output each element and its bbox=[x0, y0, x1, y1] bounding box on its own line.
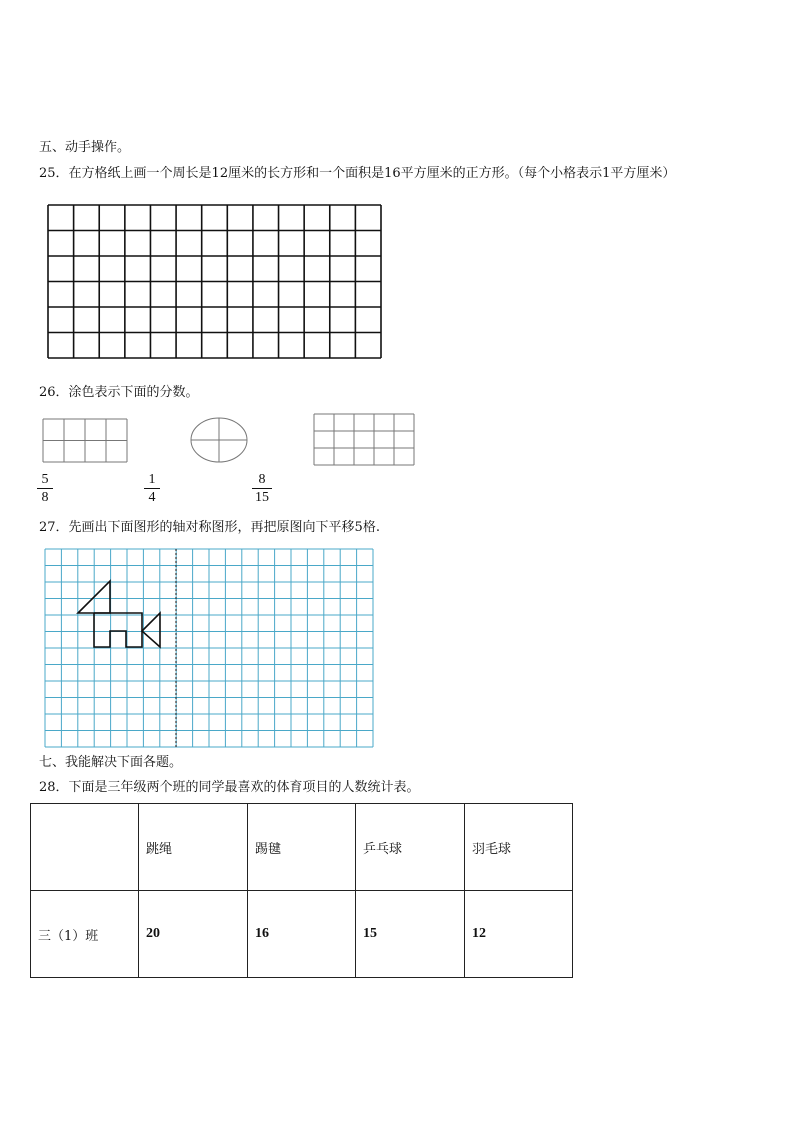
table-cell: 20 bbox=[139, 891, 248, 978]
table-cell: 16 bbox=[248, 891, 356, 978]
table-row bbox=[31, 891, 573, 978]
numerator: 5 bbox=[41, 472, 49, 487]
original-shape bbox=[78, 581, 160, 647]
header-cell-shuttlecock: 踢毽 bbox=[248, 804, 356, 891]
header-cell-badminton: 羽毛球 bbox=[465, 804, 573, 891]
blue-grid-lines bbox=[45, 549, 373, 747]
section-heading-7: 七、我能解决下面各题。 bbox=[39, 755, 183, 770]
sports-stats-table bbox=[30, 803, 573, 978]
denominator: 15 bbox=[255, 490, 269, 505]
header-cell-jump-rope: 跳绳 bbox=[139, 804, 248, 891]
header-cell-table-tennis: 乒乓球 bbox=[356, 804, 465, 891]
row-label: 三（1）班 bbox=[31, 891, 139, 978]
question-26-text: 26．涂色表示下面的分数。 bbox=[39, 385, 199, 400]
denominator: 8 bbox=[41, 490, 49, 505]
header-cell-empty bbox=[31, 804, 139, 891]
section-heading-5: 五、动手操作。 bbox=[39, 140, 131, 155]
question-28-text: 28．下面是三年级两个班的同学最喜欢的体育项目的人数统计表。 bbox=[39, 780, 420, 795]
numerator: 1 bbox=[148, 472, 156, 487]
question-27-text: 27．先画出下面图形的轴对称图形，再把原图向下平移5格. bbox=[39, 520, 380, 535]
table-cell: 12 bbox=[465, 891, 573, 978]
table-header-row bbox=[31, 804, 573, 891]
numerator: 8 bbox=[258, 472, 266, 487]
question-25-text: 25．在方格纸上画一个周长是12厘米的长方形和一个面积是16平方厘米的正方形。（每个小格表示1平方厘米） bbox=[39, 166, 676, 181]
table-cell: 15 bbox=[356, 891, 465, 978]
denominator: 4 bbox=[148, 490, 156, 505]
